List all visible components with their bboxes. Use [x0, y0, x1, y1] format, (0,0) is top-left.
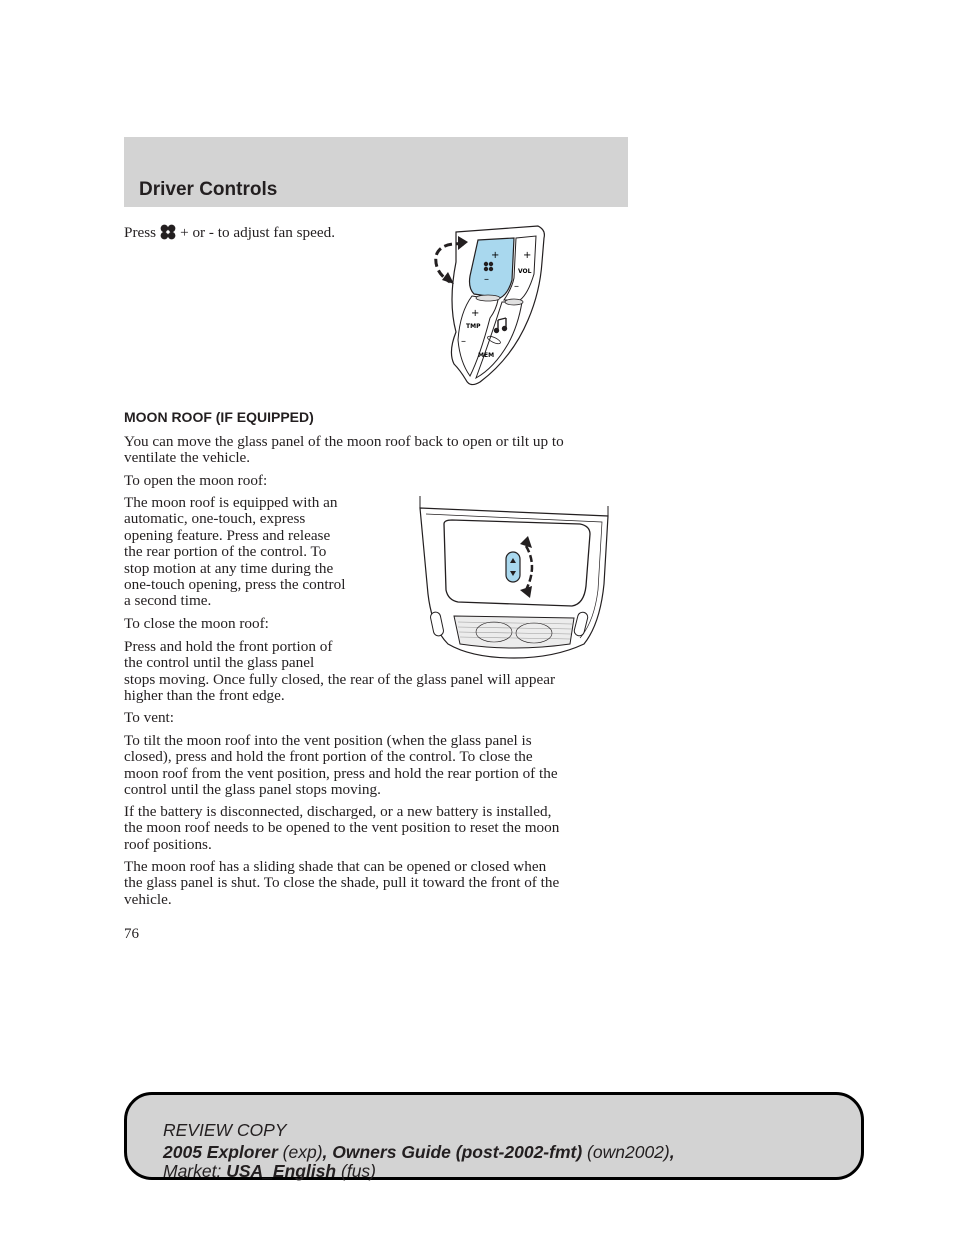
mem-label: MEM [478, 352, 495, 359]
shade-body [124, 859, 559, 908]
footer-market-line [163, 1162, 376, 1180]
open-line-4: the rear portion of the control. To [124, 543, 327, 561]
open-line-3: opening feature. Press and release [124, 526, 331, 544]
vol-minus-label: – [514, 281, 519, 292]
close-line-1: Press and hold the front portion of [124, 638, 333, 655]
open-line-6: one-touch opening, press the control [124, 576, 346, 594]
tmp-minus-label: – [461, 336, 466, 347]
footer-guide-title: , Owners Guide (post-2002-fmt) [322, 1142, 583, 1162]
footer-market-code: (fus) [341, 1161, 376, 1181]
battery-line-3: roof positions. [124, 835, 212, 853]
open-line-1: The moon roof is equipped with an [124, 494, 338, 511]
fan-instruction [124, 223, 335, 241]
vent-body [124, 733, 558, 799]
open-body [124, 495, 345, 610]
footer-guide-code: (own2002) [587, 1142, 670, 1162]
footer-model: 2005 Explorer [163, 1142, 278, 1162]
section-title: Driver Controls [139, 179, 278, 200]
section-header-band [124, 137, 628, 207]
vent-line-2: closed), press and hold the front portion of the control. To close the [124, 748, 533, 766]
page-number: 76 [124, 926, 139, 942]
moon-roof-switch [506, 552, 520, 582]
vol-plus-label: + [523, 250, 532, 261]
moon-roof-intro [124, 434, 564, 467]
close-line-3: stops moving. Once fully closed, the rear of the glass panel will appear [124, 670, 556, 688]
open-line-7: a second time. [124, 592, 212, 610]
footer-model-code: (exp) [282, 1142, 323, 1162]
tmp-plus-label: + [471, 308, 480, 319]
battery-line-2: the moon roof needs to be opened to the vent position to reset the moon [124, 819, 560, 837]
review-copy-label: REVIEW COPY [163, 1120, 287, 1140]
vent-line-4: control until the glass panel stops moving. [124, 781, 381, 799]
footer-guide-line [163, 1143, 675, 1161]
vent-heading: To vent: [124, 709, 174, 726]
close-heading: To close the moon roof: [124, 615, 269, 632]
moon-roof-console-illustration [414, 494, 614, 662]
footer-separator: , [669, 1142, 675, 1162]
open-line-2: automatic, one-touch, express [124, 510, 306, 528]
fan-plus-label: + [491, 250, 500, 261]
intro-line-2: ventilate the vehicle. [124, 449, 251, 467]
moon-roof-heading: MOON ROOF (IF EQUIPPED) [124, 409, 314, 425]
footer-market-label: Market: [163, 1161, 222, 1181]
climate-control-illustration [420, 222, 550, 390]
vent-line-1: To tilt the moon roof into the vent position (when the glass panel is [124, 732, 532, 749]
footer-market: USA_English [226, 1161, 337, 1181]
shade-line-1: The moon roof has a sliding shade that can be opened or closed when [124, 858, 547, 875]
vent-line-3: moon roof from the vent position, press and hold the rear portion of the [124, 764, 558, 782]
fan-icon [159, 223, 177, 241]
review-copy-footer [124, 1092, 864, 1180]
open-line-5: stop motion at any time during the [124, 559, 334, 577]
tmp-label: TMP [466, 323, 481, 330]
shade-line-2: the glass panel is shut. To close the shade, pull it toward the front of the [124, 874, 560, 892]
close-line-2: the control until the glass panel [124, 654, 315, 672]
fan-minus-label: – [484, 274, 489, 285]
vol-label: VOL [518, 268, 532, 275]
shade-line-3: vehicle. [124, 890, 172, 908]
fan-instruction-prefix: Press [124, 224, 157, 241]
battery-body [124, 804, 559, 853]
fan-instruction-suffix: + or - to adjust fan speed. [180, 224, 335, 241]
intro-line-1: You can move the glass panel of the moon roof back to open or tilt up to [124, 433, 564, 450]
close-line-4: higher than the front edge. [124, 687, 285, 705]
open-heading: To open the moon roof: [124, 472, 268, 489]
battery-line-1: If the battery is disconnected, discharged, or a new battery is installed, [124, 803, 552, 820]
